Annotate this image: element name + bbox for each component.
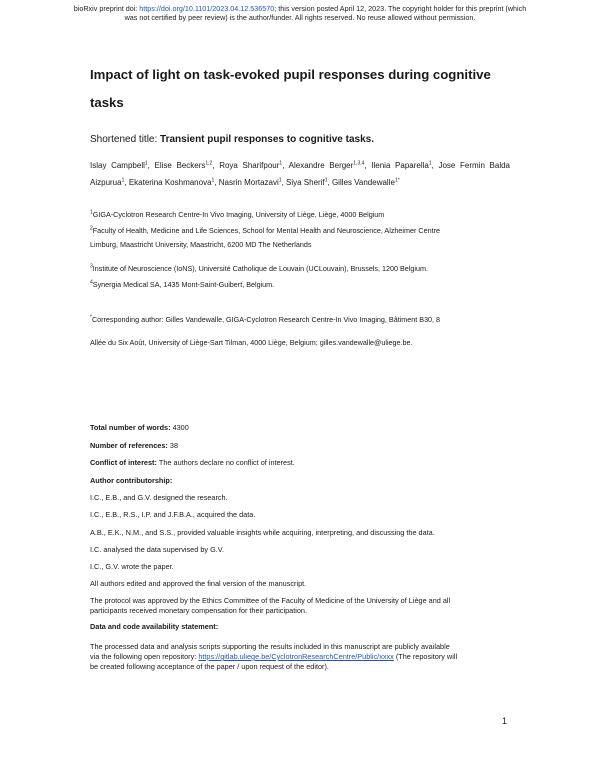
protocol-statement: The protocol was approved by the Ethics Committee of the Faculty of Medicine of the University of Liège and all participants received monetary compensation for their participation. [90,596,451,615]
author-list: Islay Campbell$^1$, Elise Beckers$^{1,2}$, Roya Sharifpour$^1$, Alexandre Berger$^{1,3,4}$, Ilenia Paparella$^1$, Jose Fermin Balda Aizpurua$^1$, Ekaterina Koshmanova$^1$, Nasrin Mortazavi$^1$, Siya Sherif$^1$, Gilles Vandewalle$^{1*}$ [90,160,510,187]
preprint-banner [40,4,560,22]
author: Nasrin Mortazavi$^1$ [218,177,282,187]
short-title-value: Transient pupil responses to cognitive tasks. [160,134,374,145]
banner-prefix: bioRxiv preprint doi: [73,4,140,13]
paper-title-line2: tasks [90,95,124,110]
contribution-line: I.C. analysed the data supervised by G.V. [90,545,224,554]
repository-link[interactable]: https://gitlab.uliege.be/CyclotronResearchCentre/Public/xxxx [198,652,394,661]
author: Gilles Vandewalle$^{1*}$ [331,177,400,187]
paper-title-line1: Impact of light on task-evoked pupil responses during cognitive [90,67,491,82]
author: Jose Fermin Balda Aizpurua$^1$ [90,161,510,187]
banner-line2: was not certified by peer review) is the author/funder. All rights reserved. No reuse allowed without permission. [124,13,476,22]
contribution-line: A.B., E.K., N.M., and S.S., provided valuable insights while acquiring, interpreting, and discussing the data. [90,528,435,537]
availability-heading: Data and code availability statement: [90,622,219,631]
affiliation-1: $^1$GIGA-Cyclotron Research Centre-In Vivo Imaging, University of Liège, Liège, 4000 Belgium [90,209,385,219]
word-count: Total number of words: 4300 [90,423,189,432]
banner-line1-rest: ; this version posted April 12, 2023. The copyright holder for this preprint (which [274,4,527,13]
author: Alexandre Berger$^{1,3,4}$ [288,160,365,170]
author: Elise Beckers$^{1,2}$ [154,160,213,170]
affiliation-2: $^2$Faculty of Health, Medicine and Life Sciences, School for Mental Health and Neuroscience, Alzheimer Centre Limburg, Maastricht University, Maastricht, 6200 MD The Netherlands [90,225,440,249]
author: Roya Sharifpour$^1$ [219,160,283,170]
author: Ilenia Paparella$^1$ [371,160,432,170]
doi-link[interactable]: https://doi.org/10.1101/2023.04.12.536570 [139,4,275,13]
contributorship-heading: Author contributorship: [90,476,173,485]
availability-statement: The processed data and analysis scripts supporting the results included in this manuscript are publicly available via the following open repository: https://gitlab.uliege.be/CyclotronResearchCentre/Public/xxxx (The repository will be created following acceptance of the paper / upon request of the editor). [90,642,458,671]
author: Islay Campbell$^1$ [90,160,148,170]
author: Siya Sherif$^1$ [286,177,328,187]
affiliation-3: $^3$Institute of Neuroscience (IoNS), Université Catholique de Louvain (UCLouvain), Brussels, 1200 Belgium. [90,263,428,273]
short-title [90,134,374,145]
contribution-line: I.C., E.B., and G.V. designed the research. [90,493,228,502]
page-number: 1 [502,716,508,726]
corresponding-author: *Corresponding author: Gilles Vandewalle, GIGA-Cyclotron Research Centre-In Vivo Imaging, Bâtiment B30, 8 Allée du Six Août, University of Liège-Sart Tilman, 4000 Liège, Belgium; gilles.vandewalle@uliege.be. [90,314,441,347]
short-title-label: Shortened title: [90,134,161,145]
contribution-line: I.C., G.V. wrote the paper. [90,562,174,571]
contribution-line: I.C., E.B., R.S., I.P. and J.F.B.A., acquired the data. [90,510,256,519]
reference-count: Number of references: 38 [90,441,179,450]
conflict-of-interest: Conflict of interest: The authors declare no conflict of interest. [90,458,295,467]
contribution-line: All authors edited and approved the final version of the manuscript. [90,579,307,588]
affiliation-4: $^4$Synergia Medical SA, 1435 Mont-Saint-Guibert, Belgium. [90,279,275,289]
author: Ekaterina Koshmanova$^1$ [128,177,215,187]
